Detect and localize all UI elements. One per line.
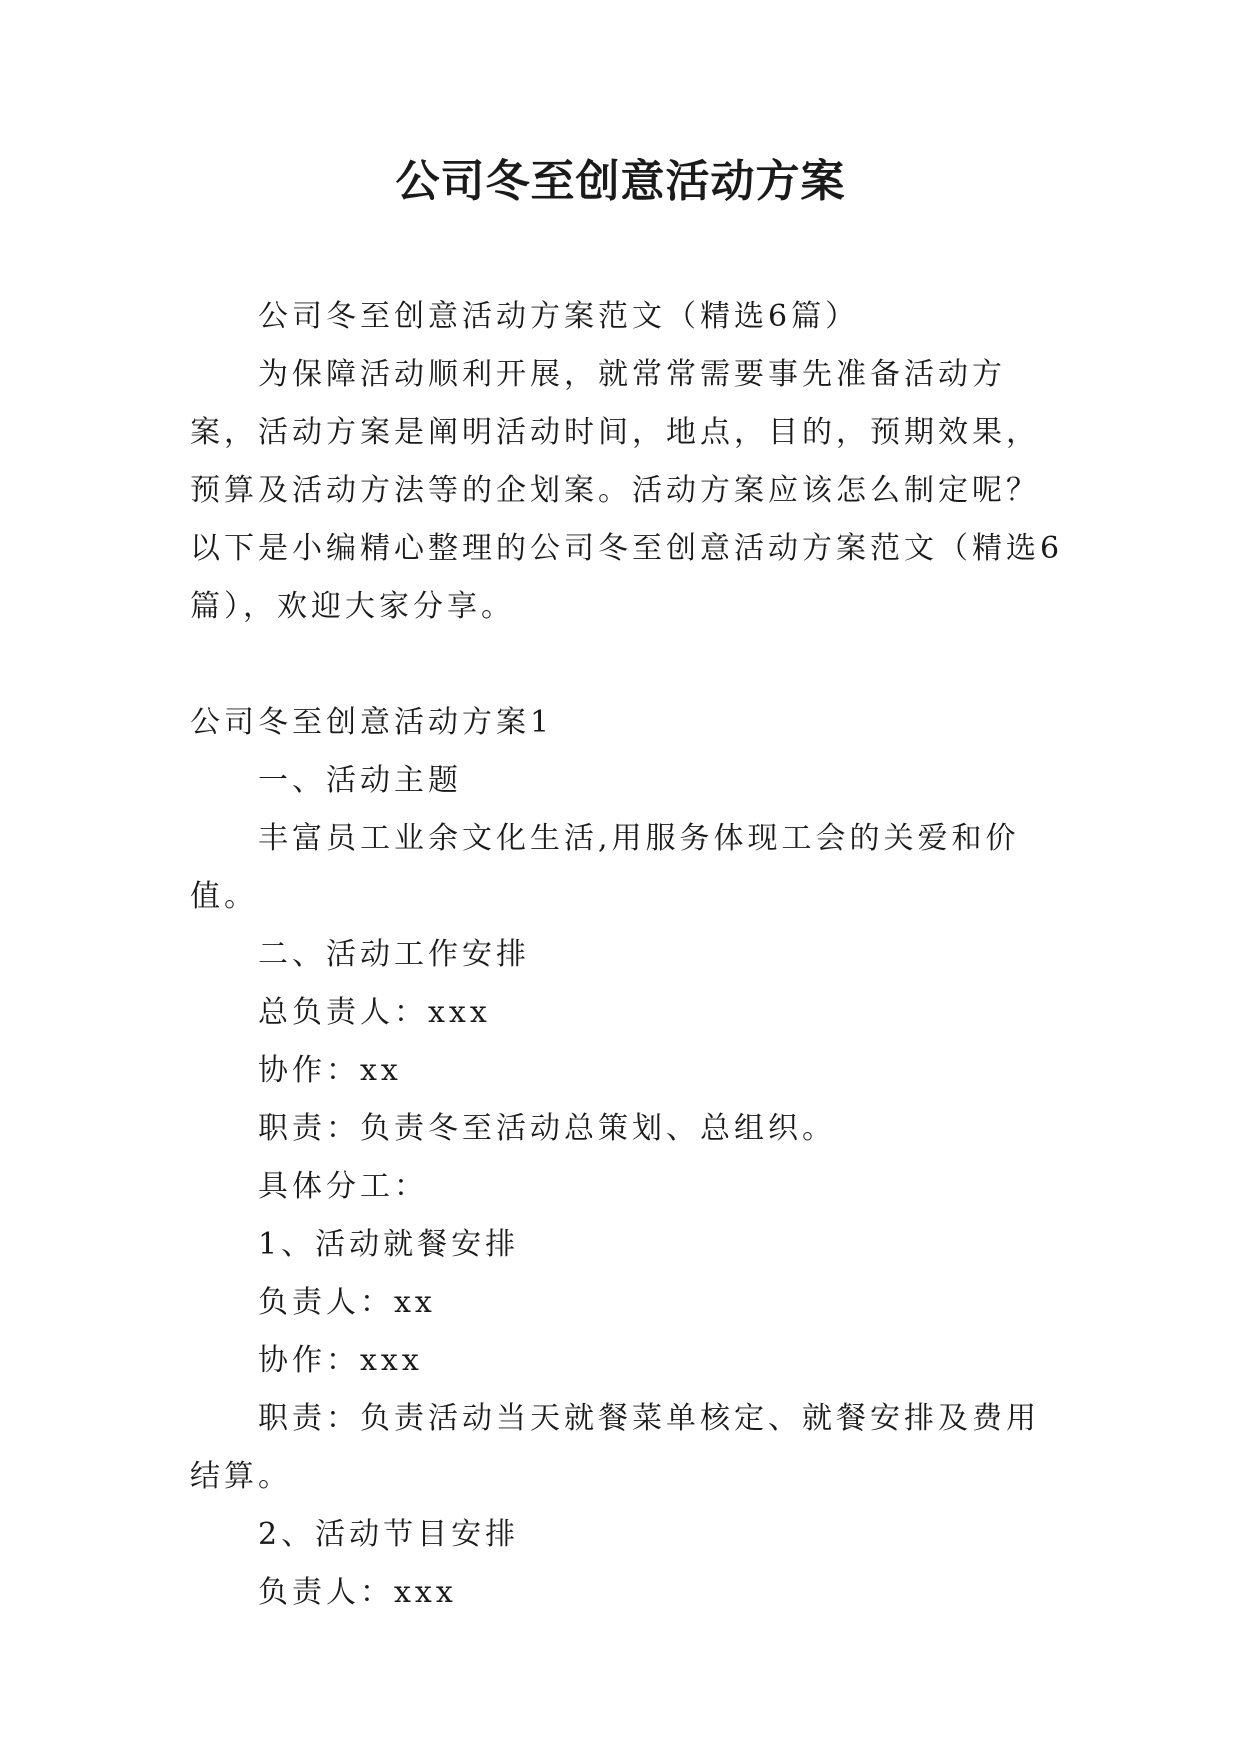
document-title: 公司冬至创意活动方案 [395,156,846,207]
section-line: 丰富员工业余文化生活,用服务体现工会的关爱和价值。 [190,821,1020,914]
section-line: 负责人：xxx [258,1575,457,1610]
section-line: 负责人：xx [258,1285,436,1320]
section-line: 1、活动就餐安排 [258,1227,520,1262]
section-line: 二、活动工作安排 [258,937,530,972]
intro-paragraph: 为保障活动顺利开展，就常常需要事先准备活动方案，活动方案是阐明活动时间，地点，目的，预期效果，预算及活动方法等的企划案。活动方案应该怎么制定呢？以下是小编精心整理的公司冬至创意活动方案范文（精选6篇），欢迎大家分享。 [190,357,1064,624]
document-body [190,288,1070,1622]
section-line: 2、活动节目安排 [258,1517,520,1552]
section-line: 总负责人：xxx [258,995,491,1030]
section-line: 具体分工： [258,1169,428,1204]
section-line: 一、活动主题 [258,763,462,798]
section-line: 协作：xx [258,1053,402,1088]
intro-subtitle: 公司冬至创意活动方案范文（精选6篇） [258,299,860,334]
section-line: 协作：xxx [258,1343,423,1378]
section-heading: 公司冬至创意活动方案1 [190,705,554,740]
section-gap [190,636,1070,694]
section-line: 职责：负责活动当天就餐菜单核定、就餐安排及费用结算。 [190,1401,1040,1494]
section-line: 职责：负责冬至活动总策划、总组织。 [258,1111,836,1146]
